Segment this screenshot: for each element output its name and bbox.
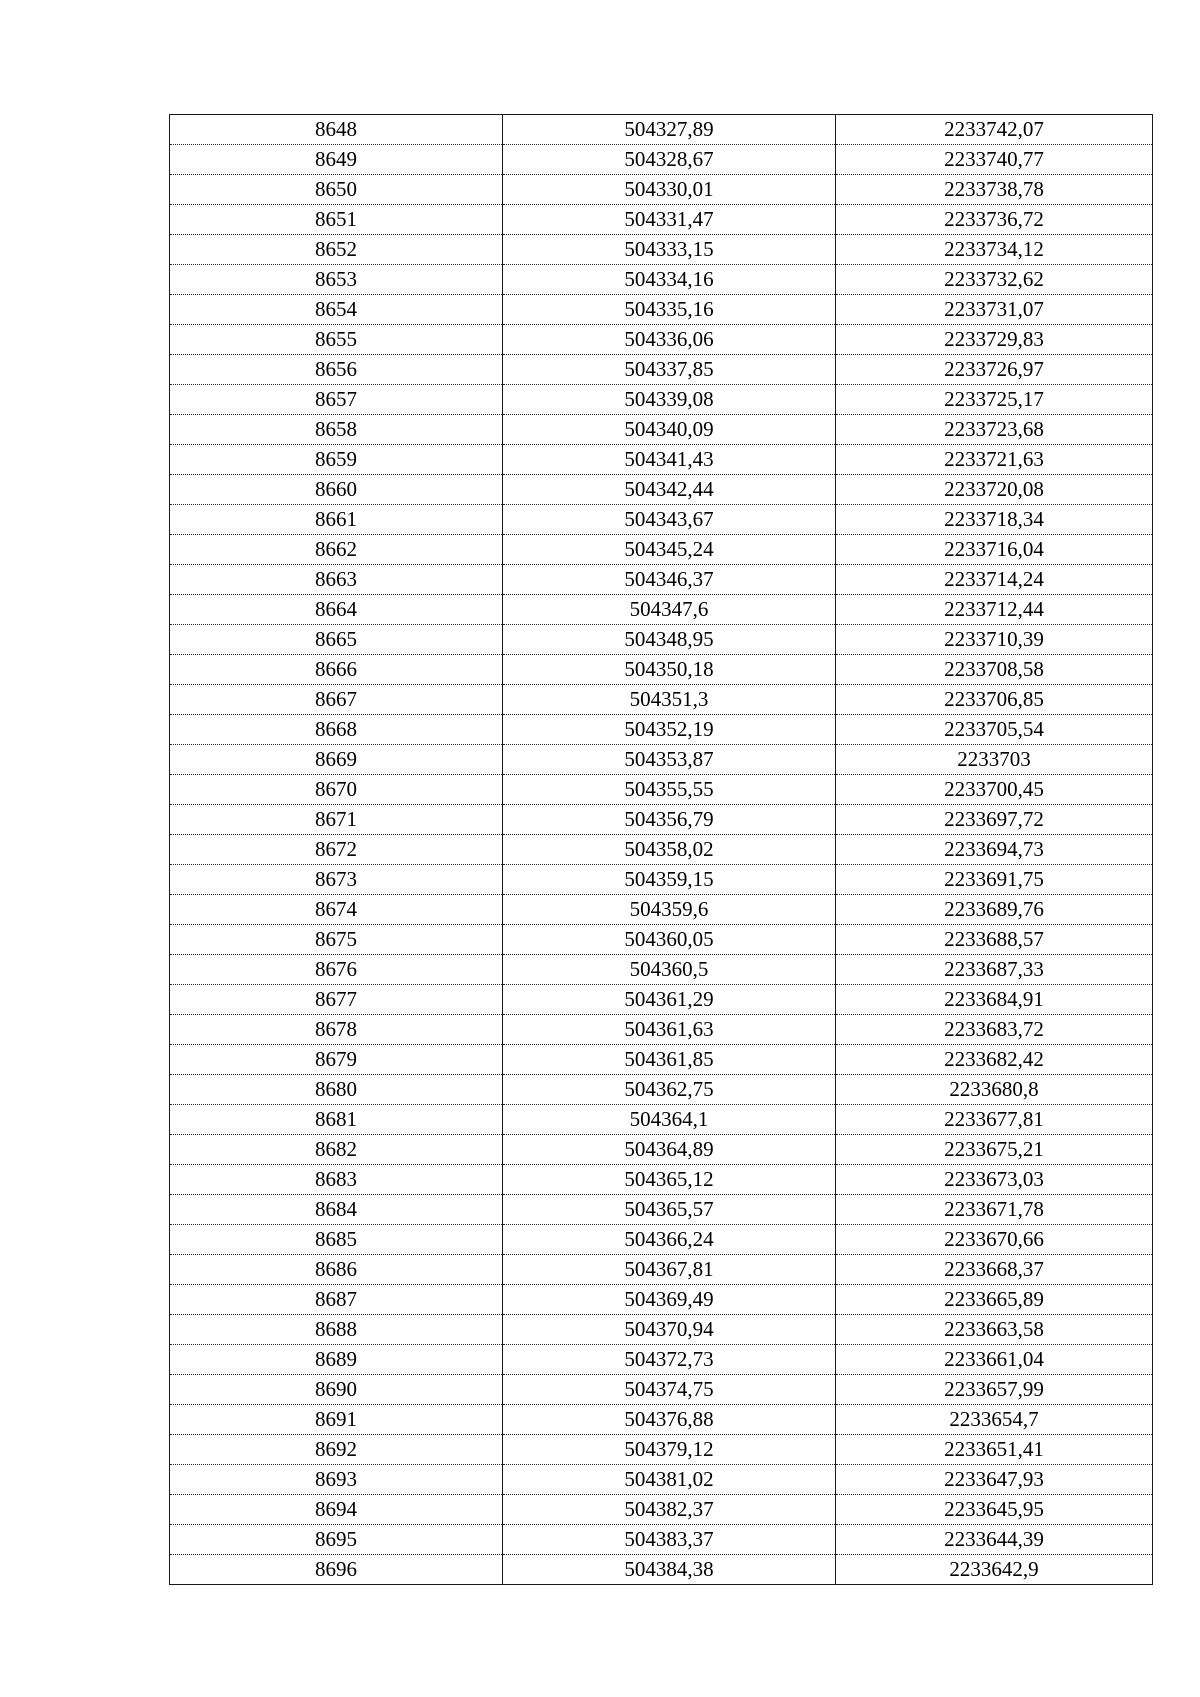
- point-number-cell: 8663: [170, 565, 503, 595]
- table-row: [170, 205, 1153, 235]
- y-coordinate-cell: 2233742,07: [836, 115, 1153, 145]
- table-row: [170, 1375, 1153, 1405]
- table-row: [170, 1225, 1153, 1255]
- table-row: [170, 505, 1153, 535]
- x-coordinate-cell: 504362,75: [503, 1075, 836, 1105]
- x-coordinate-cell: 504331,47: [503, 205, 836, 235]
- point-number-cell: 8649: [170, 145, 503, 175]
- point-number-cell: 8686: [170, 1255, 503, 1285]
- x-coordinate-cell: 504336,06: [503, 325, 836, 355]
- point-number-cell: 8667: [170, 685, 503, 715]
- table-row: [170, 1105, 1153, 1135]
- table-row: [170, 445, 1153, 475]
- y-coordinate-cell: 2233661,04: [836, 1345, 1153, 1375]
- x-coordinate-cell: 504360,5: [503, 955, 836, 985]
- y-coordinate-cell: 2233654,7: [836, 1405, 1153, 1435]
- point-number-cell: 8680: [170, 1075, 503, 1105]
- x-coordinate-cell: 504383,37: [503, 1525, 836, 1555]
- point-number-cell: 8692: [170, 1435, 503, 1465]
- point-number-cell: 8676: [170, 955, 503, 985]
- y-coordinate-cell: 2233687,33: [836, 955, 1153, 985]
- y-coordinate-cell: 2233642,9: [836, 1555, 1153, 1585]
- point-number-cell: 8694: [170, 1495, 503, 1525]
- x-coordinate-cell: 504374,75: [503, 1375, 836, 1405]
- y-coordinate-cell: 2233740,77: [836, 145, 1153, 175]
- y-coordinate-cell: 2233712,44: [836, 595, 1153, 625]
- x-coordinate-cell: 504356,79: [503, 805, 836, 835]
- y-coordinate-cell: 2233718,34: [836, 505, 1153, 535]
- point-number-cell: 8688: [170, 1315, 503, 1345]
- point-number-cell: 8684: [170, 1195, 503, 1225]
- table-row: [170, 1345, 1153, 1375]
- x-coordinate-cell: 504359,6: [503, 895, 836, 925]
- point-number-cell: 8678: [170, 1015, 503, 1045]
- y-coordinate-cell: 2233697,72: [836, 805, 1153, 835]
- table-row: [170, 385, 1153, 415]
- y-coordinate-cell: 2233657,99: [836, 1375, 1153, 1405]
- table-row: [170, 805, 1153, 835]
- x-coordinate-cell: 504334,16: [503, 265, 836, 295]
- table-row: [170, 475, 1153, 505]
- point-number-cell: 8696: [170, 1555, 503, 1585]
- table-row: [170, 415, 1153, 445]
- point-number-cell: 8683: [170, 1165, 503, 1195]
- point-number-cell: 8665: [170, 625, 503, 655]
- x-coordinate-cell: 504364,89: [503, 1135, 836, 1165]
- y-coordinate-cell: 2233736,72: [836, 205, 1153, 235]
- x-coordinate-cell: 504370,94: [503, 1315, 836, 1345]
- x-coordinate-cell: 504379,12: [503, 1435, 836, 1465]
- table-row: [170, 625, 1153, 655]
- y-coordinate-cell: 2233684,91: [836, 985, 1153, 1015]
- x-coordinate-cell: 504350,18: [503, 655, 836, 685]
- table-row: [170, 565, 1153, 595]
- y-coordinate-cell: 2233673,03: [836, 1165, 1153, 1195]
- x-coordinate-cell: 504340,09: [503, 415, 836, 445]
- table-row: [170, 1015, 1153, 1045]
- point-number-cell: 8650: [170, 175, 503, 205]
- x-coordinate-cell: 504337,85: [503, 355, 836, 385]
- x-coordinate-cell: 504348,95: [503, 625, 836, 655]
- y-coordinate-cell: 2233647,93: [836, 1465, 1153, 1495]
- table-row: [170, 175, 1153, 205]
- point-number-cell: 8655: [170, 325, 503, 355]
- table-row: [170, 775, 1153, 805]
- y-coordinate-cell: 2233721,63: [836, 445, 1153, 475]
- point-number-cell: 8672: [170, 835, 503, 865]
- x-coordinate-cell: 504355,55: [503, 775, 836, 805]
- x-coordinate-cell: 504361,63: [503, 1015, 836, 1045]
- x-coordinate-cell: 504353,87: [503, 745, 836, 775]
- point-number-cell: 8673: [170, 865, 503, 895]
- point-number-cell: 8653: [170, 265, 503, 295]
- y-coordinate-cell: 2233714,24: [836, 565, 1153, 595]
- point-number-cell: 8654: [170, 295, 503, 325]
- point-number-cell: 8658: [170, 415, 503, 445]
- x-coordinate-cell: 504369,49: [503, 1285, 836, 1315]
- table-row: [170, 595, 1153, 625]
- point-number-cell: 8677: [170, 985, 503, 1015]
- table-row: [170, 895, 1153, 925]
- x-coordinate-cell: 504346,37: [503, 565, 836, 595]
- table-row: [170, 1495, 1153, 1525]
- table-row: [170, 1285, 1153, 1315]
- x-coordinate-cell: 504330,01: [503, 175, 836, 205]
- point-number-cell: 8691: [170, 1405, 503, 1435]
- y-coordinate-cell: 2233705,54: [836, 715, 1153, 745]
- x-coordinate-cell: 504364,1: [503, 1105, 836, 1135]
- x-coordinate-cell: 504343,67: [503, 505, 836, 535]
- table-row: [170, 1315, 1153, 1345]
- x-coordinate-cell: 504351,3: [503, 685, 836, 715]
- table-row: [170, 145, 1153, 175]
- y-coordinate-cell: 2233716,04: [836, 535, 1153, 565]
- point-number-cell: 8695: [170, 1525, 503, 1555]
- point-number-cell: 8682: [170, 1135, 503, 1165]
- table-row: [170, 1255, 1153, 1285]
- y-coordinate-cell: 2233644,39: [836, 1525, 1153, 1555]
- point-number-cell: 8690: [170, 1375, 503, 1405]
- y-coordinate-cell: 2233665,89: [836, 1285, 1153, 1315]
- x-coordinate-cell: 504335,16: [503, 295, 836, 325]
- table-row: [170, 1405, 1153, 1435]
- x-coordinate-cell: 504328,67: [503, 145, 836, 175]
- y-coordinate-cell: 2233723,68: [836, 415, 1153, 445]
- point-number-cell: 8674: [170, 895, 503, 925]
- point-number-cell: 8685: [170, 1225, 503, 1255]
- y-coordinate-cell: 2233729,83: [836, 325, 1153, 355]
- point-number-cell: 8670: [170, 775, 503, 805]
- table-row: [170, 235, 1153, 265]
- x-coordinate-cell: 504359,15: [503, 865, 836, 895]
- table-row: [170, 265, 1153, 295]
- y-coordinate-cell: 2233703: [836, 745, 1153, 775]
- y-coordinate-cell: 2233671,78: [836, 1195, 1153, 1225]
- y-coordinate-cell: 2233738,78: [836, 175, 1153, 205]
- table-row: [170, 115, 1153, 145]
- x-coordinate-cell: 504365,12: [503, 1165, 836, 1195]
- point-number-cell: 8660: [170, 475, 503, 505]
- point-number-cell: 8664: [170, 595, 503, 625]
- table-row: [170, 1525, 1153, 1555]
- x-coordinate-cell: 504339,08: [503, 385, 836, 415]
- x-coordinate-cell: 504361,85: [503, 1045, 836, 1075]
- y-coordinate-cell: 2233731,07: [836, 295, 1153, 325]
- x-coordinate-cell: 504384,38: [503, 1555, 836, 1585]
- point-number-cell: 8659: [170, 445, 503, 475]
- table-row: [170, 745, 1153, 775]
- table-row: [170, 685, 1153, 715]
- table-row: [170, 1045, 1153, 1075]
- x-coordinate-cell: 504382,37: [503, 1495, 836, 1525]
- point-number-cell: 8675: [170, 925, 503, 955]
- y-coordinate-cell: 2233651,41: [836, 1435, 1153, 1465]
- y-coordinate-cell: 2233682,42: [836, 1045, 1153, 1075]
- point-number-cell: 8681: [170, 1105, 503, 1135]
- point-number-cell: 8661: [170, 505, 503, 535]
- x-coordinate-cell: 504366,24: [503, 1225, 836, 1255]
- x-coordinate-cell: 504347,6: [503, 595, 836, 625]
- y-coordinate-cell: 2233710,39: [836, 625, 1153, 655]
- point-number-cell: 8679: [170, 1045, 503, 1075]
- y-coordinate-cell: 2233670,66: [836, 1225, 1153, 1255]
- x-coordinate-cell: 504381,02: [503, 1465, 836, 1495]
- x-coordinate-cell: 504372,73: [503, 1345, 836, 1375]
- point-number-cell: 8666: [170, 655, 503, 685]
- y-coordinate-cell: 2233706,85: [836, 685, 1153, 715]
- y-coordinate-cell: 2233680,8: [836, 1075, 1153, 1105]
- y-coordinate-cell: 2233734,12: [836, 235, 1153, 265]
- point-number-cell: 8648: [170, 115, 503, 145]
- table-row: [170, 1075, 1153, 1105]
- x-coordinate-cell: 504352,19: [503, 715, 836, 745]
- point-number-cell: 8687: [170, 1285, 503, 1315]
- table-row: [170, 955, 1153, 985]
- table-row: [170, 865, 1153, 895]
- x-coordinate-cell: 504327,89: [503, 115, 836, 145]
- table-row: [170, 1195, 1153, 1225]
- table-row: [170, 655, 1153, 685]
- point-number-cell: 8669: [170, 745, 503, 775]
- table-row: [170, 325, 1153, 355]
- y-coordinate-cell: 2233708,58: [836, 655, 1153, 685]
- point-number-cell: 8651: [170, 205, 503, 235]
- x-coordinate-cell: 504376,88: [503, 1405, 836, 1435]
- y-coordinate-cell: 2233689,76: [836, 895, 1153, 925]
- table-row: [170, 535, 1153, 565]
- x-coordinate-cell: 504365,57: [503, 1195, 836, 1225]
- point-number-cell: 8689: [170, 1345, 503, 1375]
- y-coordinate-cell: 2233668,37: [836, 1255, 1153, 1285]
- x-coordinate-cell: 504345,24: [503, 535, 836, 565]
- x-coordinate-cell: 504341,43: [503, 445, 836, 475]
- table-row: [170, 715, 1153, 745]
- table-row: [170, 1555, 1153, 1585]
- table-row: [170, 1465, 1153, 1495]
- y-coordinate-cell: 2233688,57: [836, 925, 1153, 955]
- table-row: [170, 835, 1153, 865]
- y-coordinate-cell: 2233663,58: [836, 1315, 1153, 1345]
- table-row: [170, 295, 1153, 325]
- y-coordinate-cell: 2233732,62: [836, 265, 1153, 295]
- y-coordinate-cell: 2233691,75: [836, 865, 1153, 895]
- x-coordinate-cell: 504342,44: [503, 475, 836, 505]
- x-coordinate-cell: 504358,02: [503, 835, 836, 865]
- y-coordinate-cell: 2233700,45: [836, 775, 1153, 805]
- coordinates-table: [169, 114, 1153, 1585]
- y-coordinate-cell: 2233683,72: [836, 1015, 1153, 1045]
- y-coordinate-cell: 2233720,08: [836, 475, 1153, 505]
- point-number-cell: 8668: [170, 715, 503, 745]
- y-coordinate-cell: 2233645,95: [836, 1495, 1153, 1525]
- y-coordinate-cell: 2233675,21: [836, 1135, 1153, 1165]
- table-row: [170, 985, 1153, 1015]
- table-row: [170, 1135, 1153, 1165]
- point-number-cell: 8657: [170, 385, 503, 415]
- coordinates-table-body: [170, 115, 1153, 1585]
- table-row: [170, 355, 1153, 385]
- x-coordinate-cell: 504361,29: [503, 985, 836, 1015]
- y-coordinate-cell: 2233726,97: [836, 355, 1153, 385]
- table-row: [170, 1435, 1153, 1465]
- x-coordinate-cell: 504333,15: [503, 235, 836, 265]
- y-coordinate-cell: 2233694,73: [836, 835, 1153, 865]
- y-coordinate-cell: 2233725,17: [836, 385, 1153, 415]
- point-number-cell: 8656: [170, 355, 503, 385]
- point-number-cell: 8671: [170, 805, 503, 835]
- x-coordinate-cell: 504360,05: [503, 925, 836, 955]
- point-number-cell: 8652: [170, 235, 503, 265]
- point-number-cell: 8662: [170, 535, 503, 565]
- y-coordinate-cell: 2233677,81: [836, 1105, 1153, 1135]
- point-number-cell: 8693: [170, 1465, 503, 1495]
- table-row: [170, 1165, 1153, 1195]
- table-row: [170, 925, 1153, 955]
- x-coordinate-cell: 504367,81: [503, 1255, 836, 1285]
